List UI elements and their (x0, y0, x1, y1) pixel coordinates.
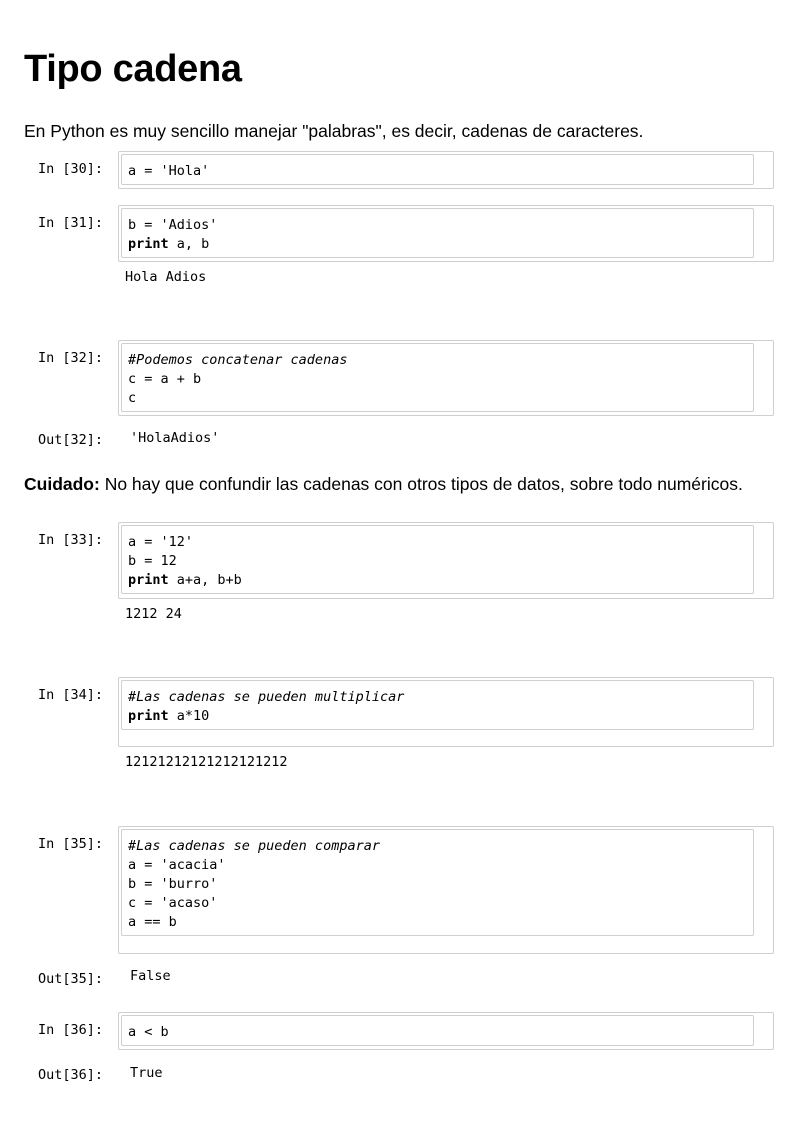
input-prompt: In [35]: (38, 836, 104, 852)
warning-paragraph (24, 474, 744, 494)
cell-output: True (130, 1065, 163, 1081)
code-line: print a+a, b+b (128, 572, 242, 588)
code-input[interactable] (121, 680, 754, 730)
output-prompt: Out[32]: (38, 432, 104, 448)
input-prompt: In [33]: (38, 532, 104, 548)
input-prompt: In [30]: (38, 161, 104, 177)
code-comment: #Las cadenas se pueden comparar (128, 838, 380, 854)
code-input[interactable] (121, 1015, 754, 1046)
code-line: c = a + b (128, 371, 202, 387)
code-line: a = 'Hola' (128, 163, 210, 179)
code-input[interactable] (121, 525, 754, 594)
code-line: a = 'acacia' (128, 857, 226, 873)
page-title: Tipo cadena (24, 48, 242, 90)
print-keyword: print (128, 572, 169, 588)
stdout-output: 1212 24 (125, 606, 182, 622)
stdout-output: 12121212121212121212 (125, 754, 288, 770)
output-prompt: Out[35]: (38, 971, 104, 987)
input-prompt: In [31]: (38, 215, 104, 231)
code-input[interactable] (121, 154, 754, 185)
code-input[interactable] (121, 208, 754, 258)
warning-text: No hay que confundir las cadenas con otros tipos de datos, sobre todo numéricos. (99, 474, 743, 494)
code-line: a < b (128, 1024, 169, 1040)
code-line: print a, b (128, 236, 210, 252)
input-prompt: In [34]: (38, 687, 104, 703)
input-prompt: In [32]: (38, 350, 104, 366)
output-prompt: Out[36]: (38, 1067, 104, 1083)
code-line: b = 'Adios' (128, 217, 218, 233)
print-keyword: print (128, 236, 169, 252)
code-line: b = 'burro' (128, 876, 218, 892)
code-comment: #Las cadenas se pueden multiplicar (128, 689, 405, 705)
code-line: print a*10 (128, 708, 210, 724)
code-line: a == b (128, 914, 177, 930)
cell-output: 'HolaAdios' (130, 430, 220, 446)
code-line: a = '12' (128, 534, 194, 550)
warning-label: Cuidado: (24, 474, 100, 494)
cell-output: False (130, 968, 171, 984)
stdout-output: Hola Adios (125, 269, 207, 285)
code-input[interactable] (121, 343, 754, 412)
code-input[interactable] (121, 829, 754, 936)
code-line: b = 12 (128, 553, 177, 569)
intro-paragraph: En Python es muy sencillo manejar "palabras", es decir, cadenas de caracteres. (24, 121, 644, 141)
code-comment: #Podemos concatenar cadenas (128, 352, 348, 368)
code-line: c (128, 390, 137, 406)
print-keyword: print (128, 708, 169, 724)
input-prompt: In [36]: (38, 1022, 104, 1038)
code-line: c = 'acaso' (128, 895, 218, 911)
